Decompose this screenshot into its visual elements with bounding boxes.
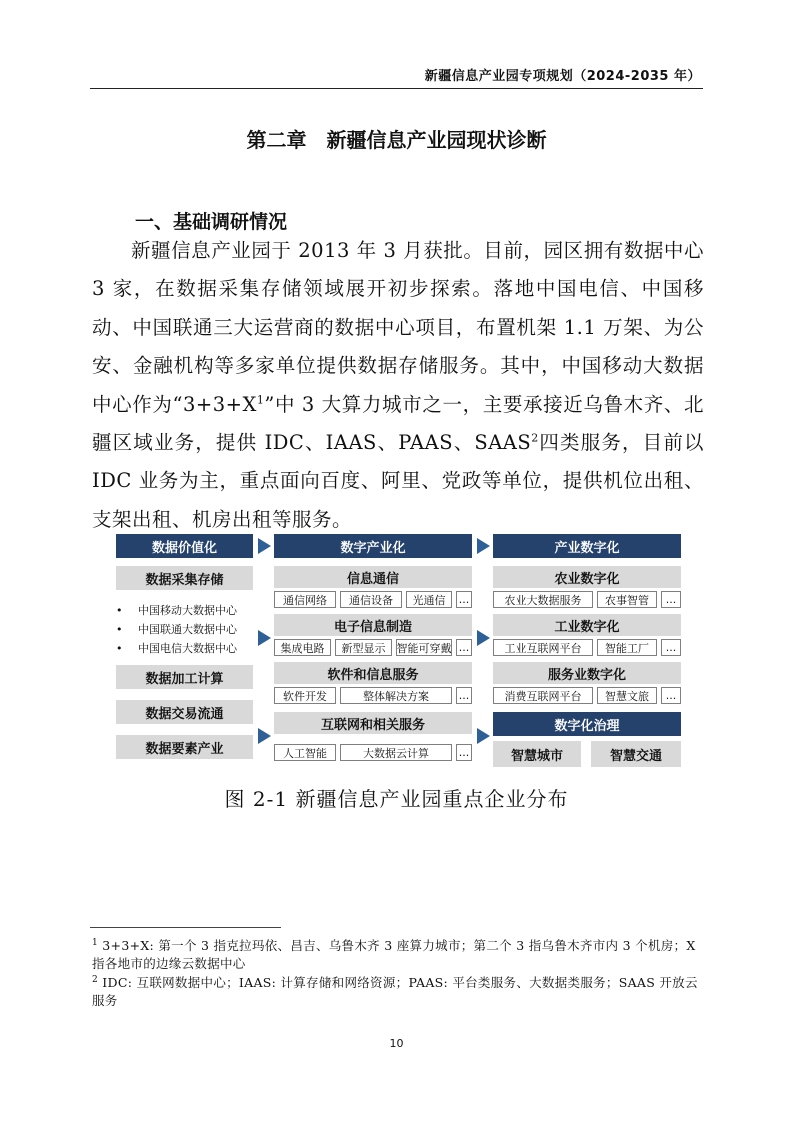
footnote-2 (92, 974, 704, 1010)
center-label: 中国移动大数据中心 (138, 604, 237, 617)
chip: 光通信 (406, 591, 452, 608)
chip: 人工智能 (274, 744, 336, 761)
bullet-icon: • (116, 604, 123, 617)
chip: 整体解决方案 (340, 687, 452, 704)
paragraph-text-2: ”中 3 大算力城市之一，主要承接近乌鲁木齐、北疆区域业务，提供 IDC、IAAS、PAAS、SAAS (92, 392, 705, 455)
arrow-right-icon (258, 728, 271, 744)
footnote-mark: 2 (92, 974, 99, 985)
figure-caption: 图 2-1 新疆信息产业园重点企业分布 (224, 787, 569, 811)
chip: 通信设备 (340, 591, 402, 608)
col1-trade-bar: 数据交易流通 (116, 700, 253, 724)
chip-more: ... (456, 687, 472, 704)
center-item (116, 621, 237, 637)
chip-more: ... (456, 744, 472, 761)
gov-item: 智慧交通 (591, 741, 681, 767)
arrow-right-icon (477, 538, 490, 554)
page-number: 10 (389, 1037, 404, 1050)
chip: 农业大数据服务 (493, 591, 593, 608)
chip: 软件开发 (274, 687, 336, 704)
chip: 工业互联网平台 (493, 639, 593, 656)
chip: 新型显示 (335, 639, 392, 656)
header-divider (90, 88, 703, 89)
industry-distribution-figure (116, 534, 681, 767)
chip-more: ... (661, 591, 681, 608)
paragraph-text-3: 四类服务，目前以 IDC 业务为主，重点面向百度、阿里、党政等单位，提供机位出租、支架出租、机房出租等服务。 (92, 431, 704, 531)
chip: 大数据云计算 (340, 744, 452, 761)
col3-governance-header: 数字化治理 (493, 712, 681, 736)
gov-item: 智慧城市 (493, 741, 581, 767)
col3-group-title: 服务业数字化 (493, 662, 681, 684)
col1-compute-bar: 数据加工计算 (116, 665, 253, 689)
chip: 农事智管 (597, 591, 657, 608)
col2-group-title: 互联网和相关服务 (274, 712, 472, 734)
footnote-1 (92, 937, 704, 973)
center-item (116, 602, 237, 618)
col1-industry-bar: 数据要素产业 (116, 735, 253, 759)
col2-group-title: 软件和信息服务 (274, 662, 472, 684)
col3-group-title: 工业数字化 (493, 614, 681, 636)
chip-more: ... (661, 687, 681, 704)
chip: 集成电路 (274, 639, 331, 656)
footnote-text: IDC: 互联网数据中心；IAAS: 计算存储和网络资源；PAAS: 平台类服务、大数据类服务；SAAS 开放云服务 (92, 975, 698, 1008)
chip-more: ... (661, 639, 681, 656)
chip-more: ... (456, 639, 472, 656)
footnote-text: 3+3+X: 第一个 3 指克拉玛依、昌吉、乌鲁木齐 3 座算力城市；第二个 3 指乌鲁木齐市内 3 个机房；X 指各地市的边缘云数据中心 (92, 938, 696, 971)
center-label: 中国联通大数据中心 (138, 623, 237, 636)
footnote-ref-2[interactable]: 2 (531, 431, 539, 445)
bullet-icon: • (116, 642, 123, 655)
chip: 智能可穿戴 (396, 639, 452, 656)
chip: 消费互联网平台 (493, 687, 593, 704)
chapter-title: 第二章 新疆信息产业园现状诊断 (246, 128, 547, 152)
arrow-right-icon (477, 630, 490, 646)
arrow-right-icon (477, 728, 490, 744)
col2-header: 数字产业化 (274, 534, 472, 558)
bullet-icon: • (116, 623, 123, 636)
chip-more: ... (456, 591, 472, 608)
col3-header: 产业数字化 (493, 534, 681, 558)
chip: 智慧文旅 (597, 687, 657, 704)
col1-header: 数据价值化 (116, 534, 253, 558)
chip: 通信网络 (274, 591, 336, 608)
footnote-divider (90, 927, 281, 928)
body-paragraph (92, 232, 704, 539)
paragraph-text-1: 新疆信息产业园于 2013 年 3 月获批。目前，园区拥有数据中心 3 家，在数据采集存储领域展开初步探索。落地中国电信、中国移动、中国联通三大运营商的数据中心项目，布置机架 1.1 万架、为公安、金融机构等多家单位提供数据存储服务。其中，中国移动大数据中心作为“3+3+X (92, 239, 704, 416)
center-item (116, 640, 237, 656)
arrow-right-icon (258, 630, 271, 646)
chip: 智能工厂 (597, 639, 657, 656)
arrow-right-icon (258, 538, 271, 554)
footnote-mark: 1 (92, 937, 99, 948)
footnote-ref-1[interactable]: 1 (256, 393, 265, 407)
center-label: 中国电信大数据中心 (138, 642, 237, 655)
col2-group-title: 信息通信 (274, 566, 472, 588)
col3-group-title: 农业数字化 (493, 566, 681, 588)
col1-storage-bar: 数据采集存储 (116, 566, 253, 590)
col2-group-title: 电子信息制造 (274, 614, 472, 636)
section-heading: 一、基础调研情况 (135, 211, 288, 233)
running-header: 新疆信息产业园专项规划（2024-2035 年） (424, 69, 701, 84)
